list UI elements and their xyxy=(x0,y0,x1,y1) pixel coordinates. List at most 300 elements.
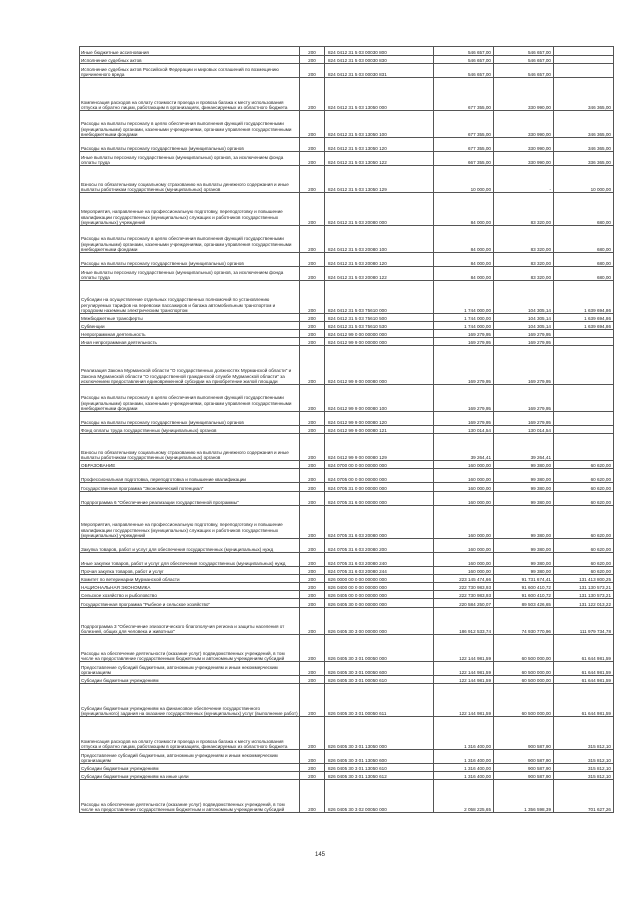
cell-indicator-name: Комитет по ветеринарии Мурманской области xyxy=(80,575,300,583)
table-body xyxy=(80,47,614,813)
cell-approved-amount: 122 144 981,59 xyxy=(434,635,494,662)
cell-line-code: 200 xyxy=(300,567,325,575)
table-row xyxy=(80,152,614,166)
cell-indicator-name: Подпрограмма 6 "Обеспечение реализации государственной программы" xyxy=(80,492,300,506)
cell-executed-amount: 91 600 410,72 xyxy=(494,583,554,591)
cell-indicator-name: Исполнение судебных актов Российской Федерации и мировых соглашений по возмещению причиненного вреда xyxy=(80,64,300,78)
cell-budget-classification-code: 826 0405 00 0 00 00000 000 xyxy=(325,591,434,599)
cell-unexecuted-amount: 60 620,00 xyxy=(554,483,614,492)
cell-budget-classification-code: 824 0412 99 0 00 00000 000 xyxy=(325,330,434,338)
cell-unexecuted-amount xyxy=(554,426,614,434)
table-row xyxy=(80,47,614,56)
cell-executed-amount: 104 305,14 xyxy=(494,322,554,330)
table-row xyxy=(80,635,614,662)
cell-budget-classification-code: 826 0000 00 0 00 00000 000 xyxy=(325,575,434,583)
cell-approved-amount: 84 000,00 xyxy=(434,267,494,281)
cell-approved-amount: 84 000,00 xyxy=(434,193,494,226)
cell-approved-amount: 546 657,00 xyxy=(434,56,494,64)
cell-unexecuted-amount xyxy=(554,434,614,461)
cell-approved-amount: 186 912 533,74 xyxy=(434,608,494,635)
table-row xyxy=(80,676,614,684)
cell-budget-classification-code: 824 0412 31 5 03 13050 120 xyxy=(325,138,434,152)
cell-unexecuted-amount xyxy=(554,330,614,338)
cell-indicator-name: Расходы на выплаты персоналу государственных (муниципальных) органов xyxy=(80,138,300,152)
cell-budget-classification-code: 824 0412 31 5 03 13050 122 xyxy=(325,152,434,166)
table-row xyxy=(80,338,614,346)
cell-executed-amount: 99 380,00 xyxy=(494,461,554,469)
table-row xyxy=(80,764,614,772)
cell-approved-amount: 677 355,00 xyxy=(434,138,494,152)
table-row xyxy=(80,583,614,591)
cell-line-code: 200 xyxy=(300,662,325,676)
cell-budget-classification-code: 824 0705 31 6 03 20080 244 xyxy=(325,567,434,575)
table-row xyxy=(80,553,614,567)
cell-executed-amount: 169 279,95 xyxy=(494,338,554,346)
cell-indicator-name: Государственная программа "Рыбное и сельское хозяйство" xyxy=(80,599,300,608)
cell-indicator-name: Взносы по обязательному социальному страхованию на выплаты денежного содержания и иные выплаты работникам государственных (муниципальных) органов xyxy=(80,166,300,193)
cell-indicator-name: Субсидии бюджетным учреждениям на иные цели xyxy=(80,772,300,780)
cell-executed-amount: 546 657,00 xyxy=(494,64,554,78)
cell-indicator-name: Иные закупки товаров, работ и услуг для обеспечения государственных (муниципальных) нужд xyxy=(80,553,300,567)
cell-unexecuted-amount: 10 000,00 xyxy=(554,166,614,193)
cell-unexecuted-amount: 701 627,26 xyxy=(554,780,614,813)
cell-approved-amount: 84 000,00 xyxy=(434,253,494,267)
cell-line-code: 200 xyxy=(300,676,325,684)
cell-executed-amount: 99 380,00 xyxy=(494,483,554,492)
cell-indicator-name: Иные выплаты персоналу государственных (муниципальных) органов, за исключением фонда оплаты труда xyxy=(80,267,300,281)
cell-approved-amount: 1 744 000,00 xyxy=(434,322,494,330)
cell-indicator-name: Субсидии на осуществление отдельных государственных полномочий по установлению регулируемых тарифов на перевозки пассажиров и багажа автомобильным транспортом и городским наземным электрическим транспортом xyxy=(80,281,300,314)
cell-approved-amount: 160 000,00 xyxy=(434,539,494,553)
table-row xyxy=(80,166,614,193)
cell-executed-amount: 91 731 674,41 xyxy=(494,575,554,583)
cell-line-code: 200 xyxy=(300,684,325,717)
cell-executed-amount: 330 990,00 xyxy=(494,138,554,152)
cell-line-code: 200 xyxy=(300,166,325,193)
cell-line-code: 200 xyxy=(300,253,325,267)
cell-approved-amount: 1 316 400,00 xyxy=(434,772,494,780)
cell-budget-classification-code: 824 0412 99 9 00 00000 000 xyxy=(325,338,434,346)
cell-unexecuted-amount xyxy=(554,338,614,346)
cell-indicator-name: Мероприятия, направленные на профессиональную подготовку, переподготовку и повышение квалификации государственных (муниципальных) служащих и работников государственных (муниципальных) учреждений xyxy=(80,193,300,226)
cell-executed-amount: 900 587,90 xyxy=(494,764,554,772)
cell-unexecuted-amount: 346 365,00 xyxy=(554,111,614,138)
cell-unexecuted-amount: 315 812,10 xyxy=(554,772,614,780)
cell-approved-amount: 160 000,00 xyxy=(434,483,494,492)
cell-indicator-name: Компенсация расходов на оплату стоимости проезда и провоза багажа к месту использования отпуска и обратно лицам, работающим в организациях, финансируемых из областного бюджета xyxy=(80,78,300,111)
cell-indicator-name: Межбюджетные трансферты xyxy=(80,314,300,322)
cell-indicator-name: Государственная программа "Экономический потенциал" xyxy=(80,483,300,492)
cell-approved-amount: 122 144 981,59 xyxy=(434,662,494,676)
cell-line-code: 200 xyxy=(300,772,325,780)
cell-budget-classification-code: 824 0412 31 5 03 13050 100 xyxy=(325,111,434,138)
table-row xyxy=(80,64,614,78)
cell-approved-amount: 160 000,00 xyxy=(434,492,494,506)
cell-line-code: 200 xyxy=(300,426,325,434)
cell-approved-amount: 130 014,54 xyxy=(434,426,494,434)
cell-approved-amount: 222 730 983,93 xyxy=(434,591,494,599)
cell-budget-classification-code: 824 0705 31 6 03 20080 000 xyxy=(325,506,434,539)
cell-executed-amount: 89 503 426,65 xyxy=(494,599,554,608)
cell-approved-amount: 667 355,00 xyxy=(434,152,494,166)
table-row xyxy=(80,314,614,322)
table-row xyxy=(80,575,614,583)
table-row xyxy=(80,539,614,553)
cell-indicator-name: Расходы на обеспечение деятельности (оказание услуг) подведомственных учреждений, в том числе на предоставление государственным бюджетным и автономным учреждениям субсидий xyxy=(80,635,300,662)
cell-unexecuted-amount xyxy=(554,64,614,78)
cell-executed-amount: 83 320,00 xyxy=(494,253,554,267)
cell-indicator-name: Предоставление субсидий бюджетным, автономным учреждениям и иным некоммерческим организациям xyxy=(80,662,300,676)
cell-line-code: 200 xyxy=(300,591,325,599)
table-row xyxy=(80,111,614,138)
table-row xyxy=(80,780,614,813)
table-row xyxy=(80,346,614,385)
cell-executed-amount: 546 657,00 xyxy=(494,56,554,64)
cell-unexecuted-amount: 346 365,00 xyxy=(554,138,614,152)
cell-unexecuted-amount: 60 620,00 xyxy=(554,539,614,553)
cell-line-code: 200 xyxy=(300,780,325,813)
cell-executed-amount: 39 264,41 xyxy=(494,434,554,461)
cell-approved-amount: 160 000,00 xyxy=(434,567,494,575)
cell-approved-amount: 1 316 400,00 xyxy=(434,717,494,750)
cell-budget-classification-code: 826 0405 30 3 02 00050 000 xyxy=(325,780,434,813)
cell-executed-amount: 169 279,95 xyxy=(494,346,554,385)
cell-budget-classification-code: 824 0412 31 5 03 20080 100 xyxy=(325,226,434,253)
cell-line-code: 200 xyxy=(300,152,325,166)
cell-approved-amount: 10 000,00 xyxy=(434,166,494,193)
table-row xyxy=(80,483,614,492)
cell-indicator-name: Субсидии бюджетным учреждениям xyxy=(80,764,300,772)
cell-indicator-name: Профессиональная подготовка, переподготовка и повышение квалификации xyxy=(80,469,300,483)
cell-approved-amount: 223 145 474,66 xyxy=(434,575,494,583)
cell-indicator-name: Взносы по обязательному социальному страхованию на выплаты денежного содержания и иные выплаты работникам государственных (муниципальных) органов xyxy=(80,434,300,461)
cell-indicator-name: Непрограммная деятельность xyxy=(80,330,300,338)
cell-unexecuted-amount xyxy=(554,346,614,385)
cell-executed-amount: 900 587,90 xyxy=(494,750,554,764)
cell-executed-amount: 99 380,00 xyxy=(494,553,554,567)
cell-indicator-name: Фонд оплаты труда государственных (муниципальных) органов xyxy=(80,426,300,434)
table-row xyxy=(80,461,614,469)
cell-indicator-name: Расходы на выплаты персоналу в целях обеспечения выполнения функций государственными (муниципальными) органами, казенными учреждениями, органами управления государственными внебюджетными фондами xyxy=(80,226,300,253)
cell-unexecuted-amount xyxy=(554,47,614,56)
cell-unexecuted-amount: 1 639 694,86 xyxy=(554,314,614,322)
cell-approved-amount: 546 657,00 xyxy=(434,64,494,78)
table-row xyxy=(80,506,614,539)
cell-unexecuted-amount: 131 413 800,25 xyxy=(554,575,614,583)
cell-budget-classification-code: 824 0705 00 0 00 00000 000 xyxy=(325,469,434,483)
cell-approved-amount: 1 744 000,00 xyxy=(434,281,494,314)
cell-budget-classification-code: 824 0412 99 9 00 00080 000 xyxy=(325,346,434,385)
cell-budget-classification-code: 824 0412 31 5 03 75610 500 xyxy=(325,314,434,322)
cell-line-code: 200 xyxy=(300,434,325,461)
cell-executed-amount: 546 657,00 xyxy=(494,47,554,56)
cell-indicator-name: Прочая закупка товаров, работ и услуг xyxy=(80,567,300,575)
cell-unexecuted-amount: 60 620,00 xyxy=(554,553,614,567)
table-row xyxy=(80,193,614,226)
cell-indicator-name: Иные выплаты персоналу государственных (муниципальных) органов, за исключением фонда оплаты труда xyxy=(80,152,300,166)
cell-unexecuted-amount: 315 812,10 xyxy=(554,764,614,772)
cell-line-code: 200 xyxy=(300,750,325,764)
cell-indicator-name: Субсидии бюджетным учреждениям xyxy=(80,676,300,684)
cell-executed-amount: 99 380,00 xyxy=(494,492,554,506)
cell-line-code: 200 xyxy=(300,492,325,506)
budget-table-container xyxy=(79,46,611,813)
cell-unexecuted-amount xyxy=(554,412,614,426)
cell-budget-classification-code: 824 0412 99 9 00 00080 129 xyxy=(325,434,434,461)
cell-unexecuted-amount: 60 620,00 xyxy=(554,506,614,539)
cell-indicator-name: Компенсация расходов на оплату стоимости проезда и провоза багажа к месту использования отпуска и обратно лицам, работающим в организациях, финансируемых из областного бюджета xyxy=(80,717,300,750)
cell-approved-amount: 222 730 983,93 xyxy=(434,583,494,591)
cell-indicator-name: Расходы на выплаты персоналу государственных (муниципальных) органов xyxy=(80,253,300,267)
cell-executed-amount: 83 320,00 xyxy=(494,226,554,253)
cell-unexecuted-amount: 315 812,10 xyxy=(554,750,614,764)
cell-approved-amount: 1 316 400,00 xyxy=(434,764,494,772)
cell-unexecuted-amount: 61 644 981,59 xyxy=(554,684,614,717)
table-row xyxy=(80,717,614,750)
cell-line-code: 200 xyxy=(300,138,325,152)
cell-budget-classification-code: 824 0412 99 9 00 00080 100 xyxy=(325,385,434,412)
cell-unexecuted-amount: 61 644 981,59 xyxy=(554,676,614,684)
cell-approved-amount: 84 000,00 xyxy=(434,226,494,253)
cell-budget-classification-code: 824 0412 31 5 03 13050 000 xyxy=(325,78,434,111)
cell-approved-amount: 160 000,00 xyxy=(434,506,494,539)
cell-approved-amount: 1 316 400,00 xyxy=(434,750,494,764)
cell-indicator-name: НАЦИОНАЛЬНАЯ ЭКОНОМИКА xyxy=(80,583,300,591)
cell-budget-classification-code: 826 0405 30 3 01 00050 600 xyxy=(325,662,434,676)
table-row xyxy=(80,226,614,253)
cell-line-code: 200 xyxy=(300,608,325,635)
cell-line-code: 200 xyxy=(300,346,325,385)
cell-unexecuted-amount xyxy=(554,385,614,412)
cell-budget-classification-code: 824 0412 31 5 03 20080 000 xyxy=(325,193,434,226)
table-row xyxy=(80,684,614,717)
cell-indicator-name: Реализация Закона Мурманской области "О государственных должностях Мурманской области" и Закона Мурманской области "О государственной гражданской службе Мурманской области" за исключением предоставления единовременной субсидии на приобретение жилой площади xyxy=(80,346,300,385)
cell-line-code: 200 xyxy=(300,717,325,750)
table-row xyxy=(80,469,614,483)
table-row xyxy=(80,322,614,330)
table-row xyxy=(80,78,614,111)
cell-line-code: 200 xyxy=(300,575,325,583)
cell-line-code: 200 xyxy=(300,506,325,539)
table-row xyxy=(80,330,614,338)
cell-executed-amount: 83 320,00 xyxy=(494,267,554,281)
cell-indicator-name: Иные бюджетные ассигнования xyxy=(80,47,300,56)
cell-executed-amount: 900 587,90 xyxy=(494,772,554,780)
cell-line-code: 200 xyxy=(300,553,325,567)
cell-line-code: 200 xyxy=(300,764,325,772)
cell-budget-classification-code: 824 0412 31 5 03 13050 129 xyxy=(325,166,434,193)
cell-budget-classification-code: 824 0700 00 0 00 00000 000 xyxy=(325,461,434,469)
cell-unexecuted-amount: 60 620,00 xyxy=(554,461,614,469)
page-number: 145 xyxy=(314,852,325,858)
cell-budget-classification-code: 826 0405 30 3 01 00050 000 xyxy=(325,635,434,662)
table-row xyxy=(80,267,614,281)
table-row xyxy=(80,56,614,64)
cell-executed-amount: 99 380,00 xyxy=(494,469,554,483)
cell-indicator-name: Закупка товаров, работ и услуг для обеспечения государственных (муниципальных) нужд xyxy=(80,539,300,553)
cell-approved-amount: 677 355,00 xyxy=(434,111,494,138)
cell-line-code: 200 xyxy=(300,599,325,608)
cell-executed-amount: 1 356 598,39 xyxy=(494,780,554,813)
cell-unexecuted-amount: 315 812,10 xyxy=(554,717,614,750)
cell-executed-amount: 169 279,95 xyxy=(494,330,554,338)
cell-unexecuted-amount xyxy=(554,56,614,64)
cell-executed-amount: 169 279,95 xyxy=(494,412,554,426)
table-row xyxy=(80,426,614,434)
cell-unexecuted-amount: 131 122 013,22 xyxy=(554,599,614,608)
cell-budget-classification-code: 826 0405 30 3 01 13050 000 xyxy=(325,717,434,750)
cell-budget-classification-code: 824 0412 31 5 03 75610 000 xyxy=(325,281,434,314)
cell-approved-amount: 1 744 000,00 xyxy=(434,314,494,322)
cell-unexecuted-amount: 1 639 694,86 xyxy=(554,322,614,330)
budget-execution-table xyxy=(79,46,614,813)
cell-unexecuted-amount: 60 620,00 xyxy=(554,567,614,575)
cell-approved-amount: 169 279,95 xyxy=(434,385,494,412)
cell-unexecuted-amount: 61 644 981,59 xyxy=(554,662,614,676)
cell-approved-amount: 39 264,41 xyxy=(434,434,494,461)
cell-executed-amount: 99 380,00 xyxy=(494,539,554,553)
cell-approved-amount: 220 584 250,07 xyxy=(434,599,494,608)
cell-unexecuted-amount: 680,00 xyxy=(554,253,614,267)
cell-line-code: 200 xyxy=(300,412,325,426)
cell-line-code: 200 xyxy=(300,78,325,111)
cell-unexecuted-amount: 680,00 xyxy=(554,226,614,253)
cell-budget-classification-code: 824 0705 31 6 03 20080 240 xyxy=(325,553,434,567)
cell-line-code: 200 xyxy=(300,330,325,338)
table-row xyxy=(80,253,614,267)
table-row xyxy=(80,434,614,461)
cell-indicator-name: Расходы на обеспечение деятельности (оказание услуг) подведомственных учреждений, в том числе на предоставление государственным бюджетным и автономным учреждениям субсидий xyxy=(80,780,300,813)
cell-line-code: 200 xyxy=(300,267,325,281)
cell-executed-amount: 60 500 000,00 xyxy=(494,676,554,684)
cell-indicator-name: Расходы на выплаты персоналу в целях обеспечения выполнения функций государственными (муниципальными) органами, казенными учреждениями, органами управления государственными внебюджетными фондами xyxy=(80,111,300,138)
cell-line-code: 200 xyxy=(300,469,325,483)
cell-unexecuted-amount: 1 639 694,86 xyxy=(554,281,614,314)
cell-indicator-name: Предоставление субсидий бюджетным, автономным учреждениям и иным некоммерческим организациям xyxy=(80,750,300,764)
cell-line-code: 200 xyxy=(300,226,325,253)
cell-line-code: 200 xyxy=(300,583,325,591)
cell-budget-classification-code: 826 0405 30 3 01 00050 611 xyxy=(325,684,434,717)
cell-line-code: 200 xyxy=(300,111,325,138)
table-row xyxy=(80,772,614,780)
cell-approved-amount: 169 279,95 xyxy=(434,412,494,426)
cell-line-code: 200 xyxy=(300,338,325,346)
table-row xyxy=(80,662,614,676)
cell-budget-classification-code: 824 0412 31 5 03 75610 530 xyxy=(325,322,434,330)
cell-budget-classification-code: 824 0412 99 9 00 00080 121 xyxy=(325,426,434,434)
cell-unexecuted-amount: 60 620,00 xyxy=(554,492,614,506)
cell-budget-classification-code: 824 0412 31 5 03 00030 800 xyxy=(325,47,434,56)
cell-budget-classification-code: 826 0405 30 3 01 13050 612 xyxy=(325,772,434,780)
cell-unexecuted-amount: 336 365,00 xyxy=(554,152,614,166)
cell-executed-amount: 104 305,14 xyxy=(494,281,554,314)
cell-executed-amount: 83 320,00 xyxy=(494,193,554,226)
cell-budget-classification-code: 826 0405 30 3 01 00050 610 xyxy=(325,676,434,684)
cell-budget-classification-code: 824 0412 99 9 00 00080 120 xyxy=(325,412,434,426)
cell-executed-amount: 60 500 000,00 xyxy=(494,684,554,717)
cell-line-code: 200 xyxy=(300,64,325,78)
cell-executed-amount: 74 930 770,96 xyxy=(494,608,554,635)
cell-executed-amount: 99 380,00 xyxy=(494,567,554,575)
cell-budget-classification-code: 824 0412 31 5 03 00030 831 xyxy=(325,64,434,78)
cell-approved-amount: 160 000,00 xyxy=(434,461,494,469)
cell-indicator-name: Исполнение судебных актов xyxy=(80,56,300,64)
cell-budget-classification-code: 824 0412 31 5 03 00030 830 xyxy=(325,56,434,64)
cell-budget-classification-code: 826 0405 30 3 01 13050 600 xyxy=(325,750,434,764)
table-row xyxy=(80,281,614,314)
cell-approved-amount: 122 144 981,59 xyxy=(434,676,494,684)
cell-indicator-name: Расходы на выплаты персоналу в целях обеспечения выполнения функций государственными (муниципальными) органами, казенными учреждениями, органами управления государственными внебюджетными фондами xyxy=(80,385,300,412)
cell-executed-amount: 60 500 000,00 xyxy=(494,662,554,676)
table-row xyxy=(80,750,614,764)
cell-approved-amount: 677 355,00 xyxy=(434,78,494,111)
cell-unexecuted-amount: 111 979 734,78 xyxy=(554,608,614,635)
cell-budget-classification-code: 826 0405 30 3 00 00000 000 xyxy=(325,608,434,635)
cell-indicator-name: Субвенции xyxy=(80,322,300,330)
cell-indicator-name: Расходы на выплаты персоналу государственных (муниципальных) органов xyxy=(80,412,300,426)
cell-unexecuted-amount: 680,00 xyxy=(554,193,614,226)
cell-approved-amount: 160 000,00 xyxy=(434,553,494,567)
cell-line-code: 200 xyxy=(300,461,325,469)
table-row xyxy=(80,608,614,635)
cell-approved-amount: 546 657,00 xyxy=(434,47,494,56)
cell-unexecuted-amount: 131 130 573,21 xyxy=(554,591,614,599)
cell-budget-classification-code: 824 0412 31 5 03 20080 120 xyxy=(325,253,434,267)
cell-indicator-name: Сельское хозяйство и рыболовство xyxy=(80,591,300,599)
cell-line-code: 200 xyxy=(300,193,325,226)
cell-approved-amount: 169 279,95 xyxy=(434,330,494,338)
cell-unexecuted-amount: 680,00 xyxy=(554,267,614,281)
cell-indicator-name: Иная непрограммная деятельность xyxy=(80,338,300,346)
cell-indicator-name: Подпрограмма 3 "Обеспечение эпизоотического благополучия региона и защиты населения от болезней, общих для человека и животных" xyxy=(80,608,300,635)
cell-budget-classification-code: 824 0705 31 6 03 20080 200 xyxy=(325,539,434,553)
cell-unexecuted-amount: 61 644 981,59 xyxy=(554,635,614,662)
cell-line-code: 200 xyxy=(300,635,325,662)
table-row xyxy=(80,138,614,152)
table-row xyxy=(80,412,614,426)
cell-approved-amount: 2 058 225,65 xyxy=(434,780,494,813)
cell-line-code: 200 xyxy=(300,385,325,412)
cell-line-code: 200 xyxy=(300,47,325,56)
cell-line-code: 200 xyxy=(300,314,325,322)
cell-executed-amount: 330 990,00 xyxy=(494,111,554,138)
cell-executed-amount: 169 279,95 xyxy=(494,385,554,412)
cell-executed-amount: 91 600 410,72 xyxy=(494,591,554,599)
cell-budget-classification-code: 824 0412 31 5 03 20080 122 xyxy=(325,267,434,281)
cell-line-code: 200 xyxy=(300,56,325,64)
cell-executed-amount: 60 500 000,00 xyxy=(494,635,554,662)
cell-executed-amount: 130 014,54 xyxy=(494,426,554,434)
cell-budget-classification-code: 826 0405 30 0 00 00000 000 xyxy=(325,599,434,608)
cell-line-code: 200 xyxy=(300,322,325,330)
cell-budget-classification-code: 826 0405 30 3 01 13050 610 xyxy=(325,764,434,772)
cell-unexecuted-amount: 131 130 573,21 xyxy=(554,583,614,591)
cell-budget-classification-code: 826 0400 00 0 00 00000 000 xyxy=(325,583,434,591)
cell-executed-amount: 900 587,90 xyxy=(494,717,554,750)
cell-indicator-name: ОБРАЗОВАНИЕ xyxy=(80,461,300,469)
table-row xyxy=(80,567,614,575)
cell-approved-amount: 160 000,00 xyxy=(434,469,494,483)
table-row xyxy=(80,492,614,506)
cell-approved-amount: 169 279,95 xyxy=(434,346,494,385)
cell-executed-amount: 99 380,00 xyxy=(494,506,554,539)
table-row xyxy=(80,591,614,599)
cell-executed-amount: 104 305,14 xyxy=(494,314,554,322)
cell-indicator-name: Субсидии бюджетным учреждениям на финансовое обеспечение государственного (муниципального) задания на оказание государственных (муниципальных) услуг (выполнение работ) xyxy=(80,684,300,717)
cell-line-code: 200 xyxy=(300,281,325,314)
cell-indicator-name: Мероприятия, направленные на профессиональную подготовку, переподготовку и повышение квалификации государственных (муниципальных) служащих и работников государственных (муниципальных) учреждений xyxy=(80,506,300,539)
cell-budget-classification-code: 824 0705 31 0 00 00000 000 xyxy=(325,483,434,492)
